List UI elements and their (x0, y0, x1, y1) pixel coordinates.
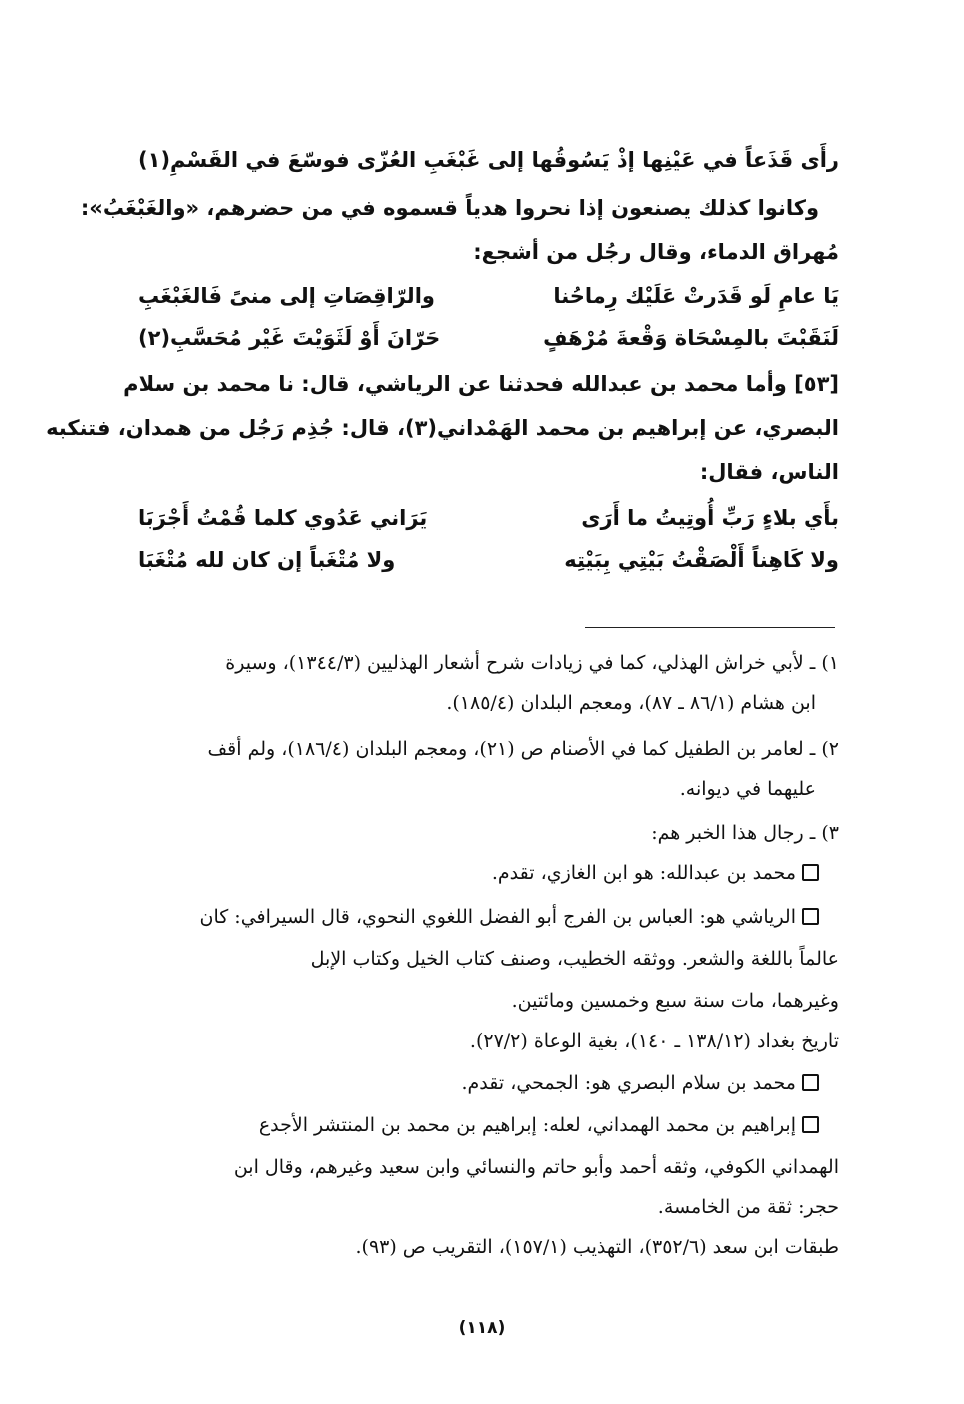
narrator-item-4-line-2: الهمداني الكوفي، وثقه أحمد وأبو حاتم والنسائي وابن سعيد وغيرهم، وقال ابن (233, 1156, 839, 1178)
verse-5-hemistich-left: ولا مُتْغَباً إن كان لله مُتْغَبَا (138, 548, 396, 572)
narrator-item-4-line-3: حجر: ثقة من الخامسة. (657, 1196, 839, 1218)
page-number: (١١٨) (458, 1318, 506, 1338)
narrator-item-2-line-2: عالماً باللغة والشعر. ووثقه الخطيب، وصنف كتاب الخيل وكتاب الإبل (310, 948, 839, 970)
paragraph-2-line-1: [٥٣] وأما محمد بن عبدالله فحدثنا عن الرياشي، قال: نا محمد بن سلام (123, 372, 839, 396)
footnote-3-title: ٣) ـ رجال هذا الخبر هم: (651, 822, 839, 844)
verse-2-hemistich-left: والرّاقِصَاتِ إلى منىً فَالغَبْغَبِ (138, 284, 435, 308)
narrator-item-4-line-1 (259, 1114, 819, 1136)
verse-2-hemistich-right: يَا عامِ لَو قَدَرتْ عَلَيْك رِماحُنا (553, 284, 839, 308)
verse-5-hemistich-right: ولا كَاهِناً أَلْصَقْتُ بَيْتِي بِبَيْتِه (564, 548, 839, 572)
footnote-separator (585, 627, 835, 628)
square-bullet-icon (802, 864, 819, 881)
narrator-item-3-text: محمد بن سلام البصري هو: الجمحي، تقدم. (461, 1072, 796, 1094)
verse-4-hemistich-right: بأَي بلاءٍ رَبِّ أُوتِيتُ ما أَرَى (581, 506, 839, 530)
verse-3-hemistich-left: حَرّانَ أَوْ لَثَوَيْتَ غَيْر مُحَسَّبِ(٢) (138, 326, 441, 350)
footnote-1-line-1: ١) ـ لأبي خراش الهذلي، كما في زيادات شرح أشعار الهذليين (١٣٤٤/٣)، وسيرة (225, 652, 839, 674)
paragraph-2-line-2: البصري، عن إبراهيم بن محمد الهَمْداني(٣)، قال: جُذِم رَجُل من همدان، فتنكبه (46, 416, 839, 440)
footnote-1-line-2: ابن هشام (٨٦/١ ـ ٨٧)، ومعجم البلدان (١٨٥/٤). (446, 692, 816, 714)
narrator-item-4-reference: طبقات ابن سعد (٣٥٢/٦)، التهذيب (١٥٧/١)، التقريب ص (٩٣). (355, 1236, 839, 1258)
narrator-item-1 (492, 862, 819, 884)
footnote-2-line-1: ٢) ـ لعامر بن الطفيل كما في الأصنام ص (٢١)، ومعجم البلدان (١٨٦/٤)، ولم أقف (207, 738, 839, 760)
narrator-item-2-text: الرياشي هو: العباس بن الفرج أبو الفضل اللغوي النحوي، قال السيرافي: كان (199, 906, 796, 928)
paragraph-1-line-2: مُهراق الدماء، وقال رجُل من أشجع: (473, 240, 839, 264)
square-bullet-icon (802, 908, 819, 925)
narrator-item-2-line-1 (199, 906, 819, 928)
footnote-2-line-2: عليهما في ديوانه. (679, 778, 816, 800)
paragraph-2-line-3: الناس، فقال: (699, 460, 839, 484)
narrator-item-3 (461, 1072, 819, 1094)
square-bullet-icon (802, 1074, 819, 1091)
verse-3-hemistich-right: لَنَقَبْتَ بالمِسْحَاة وَقْعةَ مُرْهَفٍ (543, 326, 839, 350)
verse-1-hemistich-right: رأَى قَذَعاً في عَيْنِها إذْ يَسُوقُها (531, 148, 839, 172)
paragraph-1-line-1: وكانوا كذلك يصنعون إذا نحروا هدياً قسموه في من حضرهم، «والغَبْغَبُ»: (80, 196, 819, 220)
narrator-item-2-reference: تاريخ بغداد (١٣٨/١٢ ـ ١٤٠)، بغية الوعاة (٢٧/٢). (469, 1030, 839, 1052)
verse-4-hemistich-left: يَرَاني عَدُوي كلما قُمْتُ أَجْرَبَا (138, 506, 428, 530)
square-bullet-icon (802, 1116, 819, 1133)
narrator-item-4-text: إبراهيم بن محمد الهمداني، لعله: إبراهيم بن محمد بن المنتشر الأجدع (258, 1114, 796, 1136)
narrator-item-2-line-3: وغيرهما، مات سنة سبع وخمسين ومائتين. (511, 990, 839, 1012)
narrator-item-1-text: محمد بن عبدالله: هو ابن الغازي، تقدم. (491, 862, 796, 884)
verse-1-hemistich-left: إلى غَبْغَبِ العُزّى فوسّعَ في القَسْمِ(١) (138, 148, 525, 172)
